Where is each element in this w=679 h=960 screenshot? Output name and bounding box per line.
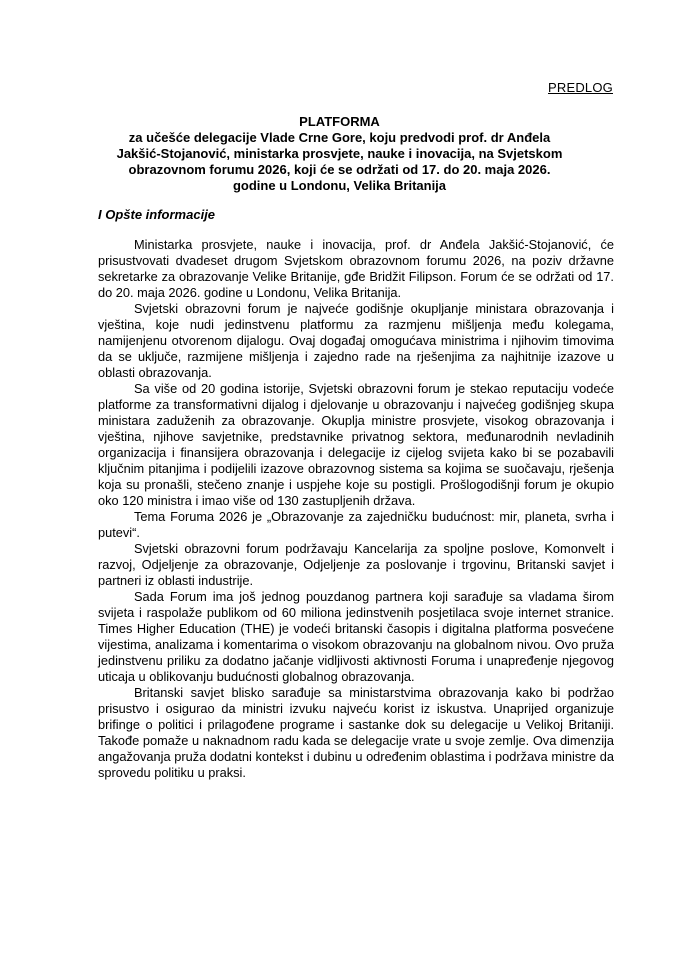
paragraph: Britanski savjet blisko sarađuje sa ministarstvima obrazovanja kako bi podržao prisustvo i osigurao da ministri izvuku najveću korist iz iskustva. Unaprijed organizuje brifinge o politici i prilagođene programe i sastanke dok su delegacije u Velikoj Britaniji. Takođe pomaže u naknadnom radu kada se delegacije vrate u svoje zemlje. Ova dimenzija angažovanja pruža dodatni kontekst i dubinu u određenim oblastima i podržava ministre da sprovedu politiku u praksi. <box>98 685 614 780</box>
paragraph: Svjetski obrazovni forum je najveće godišnje okupljanje ministara obrazovanja i vještina, koje nudi jedinstvenu platformu za razmjenu mišljenja među kolegama, namijenjenu otvorenom dijalogu. Ovaj događaj omogućava ministrima i njihovim timovima da se uključe, razmijene mišljenja i zajedno rade na rješenjima za najhitnije izazove u oblasti obrazovanja. <box>98 301 614 380</box>
document-body <box>98 237 614 781</box>
title-block <box>110 114 569 194</box>
paragraph: Svjetski obrazovni forum podržavaju Kancelarija za spoljne poslove, Komonvelt i razvoj, Odjeljenje za obrazovanje, Odjeljenje za poslovanje i trgovinu, Britanski savjet i partneri iz oblasti industrije. <box>98 541 614 588</box>
document-subtitle: za učešće delegacije Vlade Crne Gore, koju predvodi prof. dr Anđela Jakšić-Stojanović, ministarka prosvjete, nauke i inovacija, na Svjetskom obrazovnom forumu 2026, koji će se održati od 17. do 20. maja 2026. godine u Londonu, Velika Britanija <box>116 130 563 193</box>
document-status-label: PREDLOG <box>548 80 613 95</box>
section-heading: I Opšte informacije <box>98 207 216 222</box>
document-title: PLATFORMA <box>299 114 380 129</box>
paragraph: Tema Foruma 2026 je „Obrazovanje za zajedničku budućnost: mir, planeta, svrha i putevi“. <box>98 509 614 540</box>
paragraph: Ministarka prosvjete, nauke i inovacija, prof. dr Anđela Jakšić-Stojanović, će prisustvovati dvadeset drugom Svjetskom obrazovnom forumu 2026, na poziv državne sekretarke za obrazovanje Velike Britanije, gđe Bridžit Filipson. Forum će se održati od 17. do 20. maja 2026. godine u Londonu, Velika Britanija. <box>98 237 614 300</box>
paragraph: Sada Forum ima još jednog pouzdanog partnera koji sarađuje sa vladama širom svijeta i raspolaže publikom od 60 miliona jedinstvenih posjetilaca svoje internet stranice. Times Higher Education (THE) je vodeći britanski časopis i digitalna platforma posvećene vijestima, analizama i komentarima o visokom obrazovanju na globalnom nivou. Ovo pruža jedinstvenu priliku za dodatno jačanje vidljivosti aktivnosti Foruma i unapređenje njegovog uticaja u oblikovanju budućnosti globalnog obrazovanja. <box>98 589 614 684</box>
paragraph: Sa više od 20 godina istorije, Svjetski obrazovni forum je stekao reputaciju vodeće platforme za transformativni dijalog i djelovanje u obrazovanju i najvećeg godišnjeg skupa ministara zaduženih za obrazovanje. Okuplja ministre prosvjete, visokog obrazovanja i vještina, njihove savjetnike, predstavnike privatnog sektora, međunarodnih nevladinih organizacija i finansijera obrazovanja i delegacije iz cijelog svijeta kako bi se pozabavili ključnim pitanjima i podijelili izazove obrazovnog sistema sa kojima se suočavaju, rješenja koja su pronašli, stečeno znanje i uspjehe koje su postigli. Prošlogodišnji forum je okupio oko 120 ministra i imao više od 130 zastupljenih država. <box>98 381 614 508</box>
